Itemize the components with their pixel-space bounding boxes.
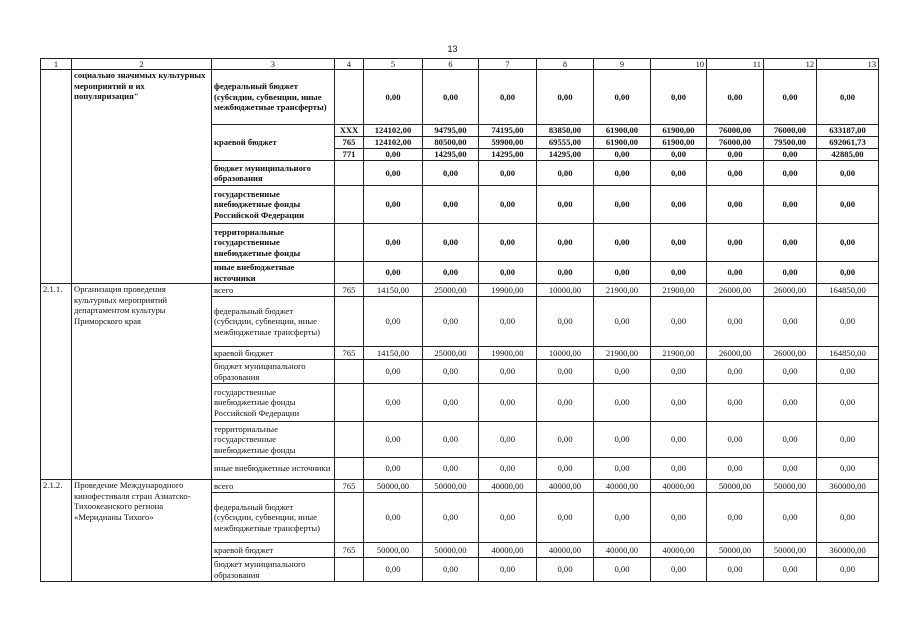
source-label: бюджет муниципального образования xyxy=(212,161,335,186)
code-cell xyxy=(335,297,364,347)
source-label: краевой бюджет xyxy=(212,347,335,360)
value-cell: 19900,00 xyxy=(479,347,537,360)
value-cell: 14295,00 xyxy=(537,149,594,161)
code-cell xyxy=(335,422,364,458)
value-cell: 360000,00 xyxy=(817,543,879,558)
col-header: 8 xyxy=(537,59,594,70)
code-cell xyxy=(335,558,364,582)
code-cell: 771 xyxy=(335,149,364,161)
value-cell: 0,00 xyxy=(364,186,423,224)
value-cell: 0,00 xyxy=(364,262,423,284)
code-cell xyxy=(335,186,364,224)
col-header: 4 xyxy=(335,59,364,70)
col-header: 1 xyxy=(41,59,72,70)
value-cell: 0,00 xyxy=(479,297,537,347)
value-cell: 0,00 xyxy=(764,384,817,422)
value-cell: 0,00 xyxy=(423,422,479,458)
value-cell: 0,00 xyxy=(651,186,707,224)
value-cell: 26000,00 xyxy=(764,284,817,297)
value-cell: 26000,00 xyxy=(764,347,817,360)
budget-table xyxy=(40,58,879,582)
value-cell: 124102,00 xyxy=(364,137,423,149)
code-cell: 765 xyxy=(335,347,364,360)
col-header: 9 xyxy=(594,59,651,70)
value-cell: 61900,00 xyxy=(594,125,651,137)
col-header: 12 xyxy=(764,59,817,70)
value-cell: 0,00 xyxy=(537,422,594,458)
value-cell: 61900,00 xyxy=(651,137,707,149)
value-cell: 0,00 xyxy=(707,297,764,347)
value-cell: 0,00 xyxy=(651,161,707,186)
value-cell: 0,00 xyxy=(423,384,479,422)
value-cell: 0,00 xyxy=(537,458,594,480)
activity-title: Организация проведения культурных мероприятий департаментом культуры Приморского края xyxy=(72,284,212,480)
value-cell: 59900,00 xyxy=(479,137,537,149)
value-cell: 0,00 xyxy=(817,493,879,543)
value-cell: 0,00 xyxy=(423,360,479,384)
value-cell: 50000,00 xyxy=(364,480,423,493)
value-cell: 14295,00 xyxy=(423,149,479,161)
row-number xyxy=(41,70,72,284)
value-cell: 0,00 xyxy=(764,422,817,458)
value-cell: 0,00 xyxy=(764,262,817,284)
value-cell: 50000,00 xyxy=(423,543,479,558)
value-cell: 0,00 xyxy=(594,70,651,125)
source-label: всего xyxy=(212,284,335,297)
value-cell: 0,00 xyxy=(707,458,764,480)
value-cell: 0,00 xyxy=(817,422,879,458)
value-cell: 40000,00 xyxy=(479,480,537,493)
value-cell: 0,00 xyxy=(364,458,423,480)
source-label: федеральный бюджет (субсидии, субвенции, иные межбюджетные трансферты) xyxy=(212,493,335,543)
source-label: бюджет муниципального образования xyxy=(212,558,335,582)
value-cell: 40000,00 xyxy=(594,480,651,493)
code-cell xyxy=(335,458,364,480)
value-cell: 0,00 xyxy=(817,360,879,384)
value-cell: 50000,00 xyxy=(764,480,817,493)
table-row xyxy=(41,284,879,297)
value-cell: 0,00 xyxy=(479,70,537,125)
value-cell: 10000,00 xyxy=(537,347,594,360)
value-cell: 0,00 xyxy=(707,186,764,224)
value-cell: 0,00 xyxy=(479,384,537,422)
value-cell: 25000,00 xyxy=(423,284,479,297)
value-cell: 40000,00 xyxy=(594,543,651,558)
value-cell: 0,00 xyxy=(817,384,879,422)
value-cell: 633187,00 xyxy=(817,125,879,137)
source-label: иные внебюджетные источники xyxy=(212,262,335,284)
value-cell: 42885,00 xyxy=(817,149,879,161)
value-cell: 0,00 xyxy=(423,458,479,480)
value-cell: 0,00 xyxy=(707,422,764,458)
code-cell: XXX xyxy=(335,125,364,137)
value-cell: 0,00 xyxy=(764,149,817,161)
value-cell: 0,00 xyxy=(707,384,764,422)
value-cell: 0,00 xyxy=(479,360,537,384)
value-cell: 0,00 xyxy=(651,384,707,422)
value-cell: 0,00 xyxy=(764,224,817,262)
value-cell: 0,00 xyxy=(707,70,764,125)
code-cell xyxy=(335,360,364,384)
value-cell: 0,00 xyxy=(651,262,707,284)
value-cell: 0,00 xyxy=(651,70,707,125)
value-cell: 0,00 xyxy=(479,422,537,458)
col-header: 3 xyxy=(212,59,335,70)
table-row xyxy=(41,480,879,493)
value-cell: 0,00 xyxy=(594,458,651,480)
value-cell: 21900,00 xyxy=(594,284,651,297)
value-cell: 0,00 xyxy=(423,224,479,262)
value-cell: 0,00 xyxy=(364,360,423,384)
block-1 xyxy=(41,70,879,284)
value-cell: 0,00 xyxy=(479,262,537,284)
source-label: федеральный бюджет (субсидии, субвенции, иные межбюджетные трансферты) xyxy=(212,297,335,347)
code-cell: 765 xyxy=(335,284,364,297)
value-cell: 14295,00 xyxy=(479,149,537,161)
value-cell: 0,00 xyxy=(764,493,817,543)
code-cell: 765 xyxy=(335,543,364,558)
value-cell: 0,00 xyxy=(537,297,594,347)
value-cell: 0,00 xyxy=(479,186,537,224)
value-cell: 40000,00 xyxy=(651,480,707,493)
col-header: 11 xyxy=(707,59,764,70)
source-label: территориальные государственные внебюджетные фонды xyxy=(212,224,335,262)
col-header: 13 xyxy=(817,59,879,70)
col-header: 7 xyxy=(479,59,537,70)
value-cell: 19900,00 xyxy=(479,284,537,297)
value-cell: 14150,00 xyxy=(364,347,423,360)
value-cell: 0,00 xyxy=(764,558,817,582)
value-cell: 0,00 xyxy=(423,186,479,224)
code-cell xyxy=(335,262,364,284)
value-cell: 26000,00 xyxy=(707,347,764,360)
value-cell: 0,00 xyxy=(537,493,594,543)
source-label: государственные внебюджетные фонды Российской Федерации xyxy=(212,384,335,422)
value-cell: 0,00 xyxy=(537,384,594,422)
source-label: краевой бюджет xyxy=(212,125,335,161)
value-cell: 76000,00 xyxy=(764,125,817,137)
value-cell: 0,00 xyxy=(423,493,479,543)
value-cell: 0,00 xyxy=(651,422,707,458)
value-cell: 0,00 xyxy=(594,360,651,384)
value-cell: 0,00 xyxy=(423,262,479,284)
col-header: 6 xyxy=(423,59,479,70)
value-cell: 0,00 xyxy=(479,161,537,186)
value-cell: 164850,00 xyxy=(817,284,879,297)
value-cell: 0,00 xyxy=(764,297,817,347)
source-label: территориальные государственные внебюджетные фонды xyxy=(212,422,335,458)
activity-title: Проведение Международного кинофестиваля стран Азиатско-Тихоокеанского региона «Меридианы Тихого» xyxy=(72,480,212,582)
value-cell: 0,00 xyxy=(651,558,707,582)
code-cell xyxy=(335,224,364,262)
value-cell: 0,00 xyxy=(764,161,817,186)
value-cell: 0,00 xyxy=(707,558,764,582)
value-cell: 0,00 xyxy=(817,458,879,480)
value-cell: 0,00 xyxy=(423,297,479,347)
value-cell: 0,00 xyxy=(651,360,707,384)
value-cell: 25000,00 xyxy=(423,347,479,360)
col-header: 5 xyxy=(364,59,423,70)
value-cell: 40000,00 xyxy=(479,543,537,558)
code-cell xyxy=(335,161,364,186)
table-row xyxy=(41,70,879,125)
value-cell: 0,00 xyxy=(707,493,764,543)
value-cell: 0,00 xyxy=(364,149,423,161)
value-cell: 0,00 xyxy=(537,70,594,125)
value-cell: 0,00 xyxy=(364,493,423,543)
source-label: федеральный бюджет (субсидии, субвенции, иные межбюджетные трансферты) xyxy=(212,70,335,125)
value-cell: 0,00 xyxy=(364,422,423,458)
value-cell: 0,00 xyxy=(594,186,651,224)
value-cell: 0,00 xyxy=(817,224,879,262)
value-cell: 0,00 xyxy=(479,558,537,582)
value-cell: 164850,00 xyxy=(817,347,879,360)
value-cell: 21900,00 xyxy=(651,284,707,297)
value-cell: 40000,00 xyxy=(537,480,594,493)
value-cell: 80500,00 xyxy=(423,137,479,149)
value-cell: 0,00 xyxy=(651,224,707,262)
row-number: 2.1.1. xyxy=(41,284,72,480)
value-cell: 21900,00 xyxy=(651,347,707,360)
value-cell: 50000,00 xyxy=(707,543,764,558)
value-cell: 0,00 xyxy=(537,161,594,186)
value-cell: 21900,00 xyxy=(594,347,651,360)
value-cell: 83850,00 xyxy=(537,125,594,137)
value-cell: 0,00 xyxy=(364,161,423,186)
value-cell: 0,00 xyxy=(594,558,651,582)
value-cell: 0,00 xyxy=(651,297,707,347)
value-cell: 10000,00 xyxy=(537,284,594,297)
value-cell: 69555,00 xyxy=(537,137,594,149)
value-cell: 0,00 xyxy=(537,224,594,262)
value-cell: 0,00 xyxy=(651,149,707,161)
value-cell: 0,00 xyxy=(707,149,764,161)
value-cell: 0,00 xyxy=(594,493,651,543)
value-cell: 0,00 xyxy=(594,224,651,262)
value-cell: 0,00 xyxy=(479,458,537,480)
header-row xyxy=(41,59,879,70)
value-cell: 61900,00 xyxy=(594,137,651,149)
value-cell: 0,00 xyxy=(817,186,879,224)
source-label: всего xyxy=(212,480,335,493)
value-cell: 40000,00 xyxy=(651,543,707,558)
value-cell: 0,00 xyxy=(364,70,423,125)
source-label: краевой бюджет xyxy=(212,543,335,558)
value-cell: 0,00 xyxy=(537,360,594,384)
code-cell xyxy=(335,384,364,422)
value-cell: 0,00 xyxy=(364,297,423,347)
value-cell: 50000,00 xyxy=(364,543,423,558)
value-cell: 0,00 xyxy=(364,384,423,422)
value-cell: 94795,00 xyxy=(423,125,479,137)
value-cell: 0,00 xyxy=(594,262,651,284)
value-cell: 0,00 xyxy=(479,493,537,543)
value-cell: 76000,00 xyxy=(707,137,764,149)
value-cell: 124102,00 xyxy=(364,125,423,137)
value-cell: 0,00 xyxy=(594,161,651,186)
value-cell: 0,00 xyxy=(764,186,817,224)
value-cell: 0,00 xyxy=(817,262,879,284)
value-cell: 0,00 xyxy=(707,262,764,284)
value-cell: 50000,00 xyxy=(764,543,817,558)
code-cell xyxy=(335,70,364,125)
value-cell: 0,00 xyxy=(817,70,879,125)
value-cell: 0,00 xyxy=(594,384,651,422)
page-number: 13 xyxy=(447,44,458,54)
value-cell: 0,00 xyxy=(537,558,594,582)
value-cell: 0,00 xyxy=(764,360,817,384)
value-cell: 0,00 xyxy=(764,458,817,480)
value-cell: 0,00 xyxy=(594,297,651,347)
value-cell: 0,00 xyxy=(817,297,879,347)
source-label: иные внебюджетные источники xyxy=(212,458,335,480)
source-label: государственные внебюджетные фонды Российской Федерации xyxy=(212,186,335,224)
value-cell: 0,00 xyxy=(537,262,594,284)
value-cell: 360000,00 xyxy=(817,480,879,493)
value-cell: 0,00 xyxy=(594,422,651,458)
code-cell: 765 xyxy=(335,480,364,493)
value-cell: 40000,00 xyxy=(537,543,594,558)
value-cell: 0,00 xyxy=(423,558,479,582)
value-cell: 50000,00 xyxy=(707,480,764,493)
value-cell: 0,00 xyxy=(423,70,479,125)
value-cell: 0,00 xyxy=(707,161,764,186)
value-cell: 692061,73 xyxy=(817,137,879,149)
value-cell: 0,00 xyxy=(817,558,879,582)
activity-title: социально значимых культурных мероприятий и их популяризация" xyxy=(72,70,212,284)
value-cell: 76000,00 xyxy=(707,125,764,137)
col-header: 2 xyxy=(72,59,212,70)
value-cell: 50000,00 xyxy=(423,480,479,493)
value-cell: 0,00 xyxy=(594,149,651,161)
value-cell: 0,00 xyxy=(707,224,764,262)
block-2 xyxy=(41,284,879,480)
value-cell: 0,00 xyxy=(707,360,764,384)
value-cell: 0,00 xyxy=(423,161,479,186)
block-3 xyxy=(41,480,879,582)
col-header: 10 xyxy=(651,59,707,70)
value-cell: 0,00 xyxy=(817,161,879,186)
value-cell: 0,00 xyxy=(364,224,423,262)
value-cell: 14150,00 xyxy=(364,284,423,297)
code-cell xyxy=(335,493,364,543)
source-label: бюджет муниципального образования xyxy=(212,360,335,384)
value-cell: 0,00 xyxy=(764,70,817,125)
value-cell: 61900,00 xyxy=(651,125,707,137)
row-number: 2.1.2. xyxy=(41,480,72,582)
value-cell: 0,00 xyxy=(537,186,594,224)
code-cell: 765 xyxy=(335,137,364,149)
value-cell: 0,00 xyxy=(364,558,423,582)
value-cell: 0,00 xyxy=(651,458,707,480)
value-cell: 26000,00 xyxy=(707,284,764,297)
value-cell: 0,00 xyxy=(651,493,707,543)
value-cell: 74195,00 xyxy=(479,125,537,137)
value-cell: 79500,00 xyxy=(764,137,817,149)
value-cell: 0,00 xyxy=(479,224,537,262)
